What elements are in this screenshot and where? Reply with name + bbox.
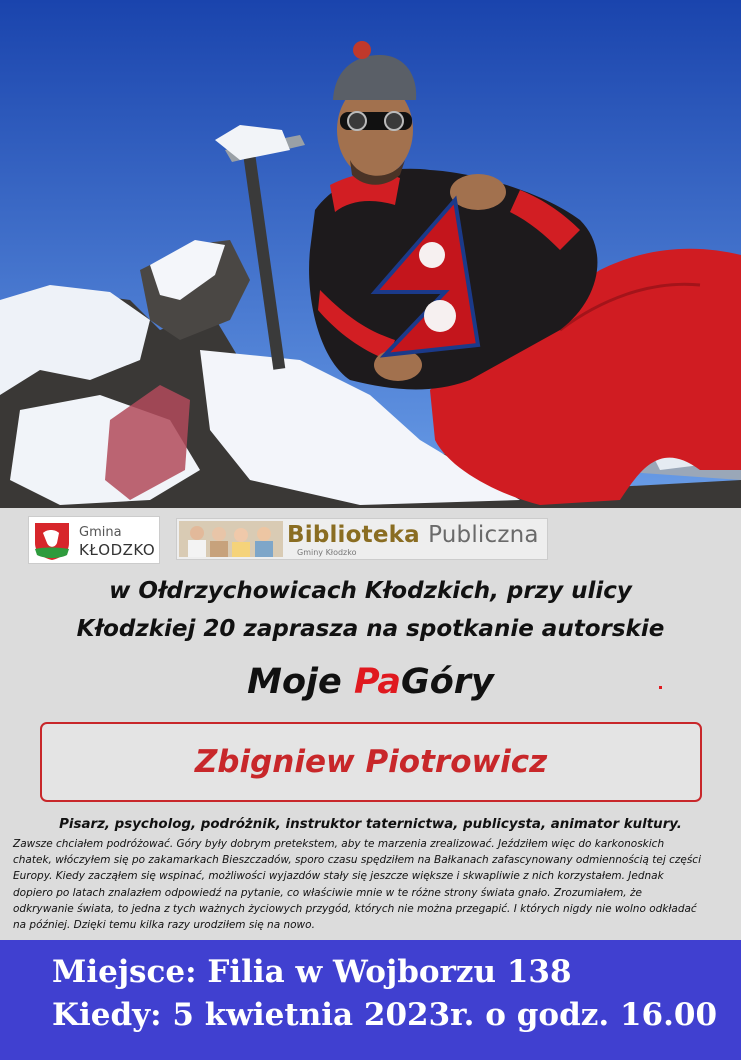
event-time: Kiedy: 5 kwietnia 2023r. o godz. 16.00 xyxy=(52,997,718,1033)
author-name-box xyxy=(40,722,702,802)
coat-of-arms-icon xyxy=(33,521,71,561)
library-word-2: Publiczna xyxy=(428,522,539,548)
invitation-line-2: Kłodzkiej 20 zaprasza na spotkanie autorskie xyxy=(76,616,665,642)
gmina-name: KŁODZKO xyxy=(79,541,156,559)
author-roles: Pisarz, psycholog, podróżnik, instruktor taternictwa, publicysta, animator kultury. xyxy=(59,817,682,832)
readers-photo-icon xyxy=(179,521,283,557)
hero-photo xyxy=(0,0,741,508)
library-title xyxy=(287,522,539,548)
decorative-dot xyxy=(659,686,662,689)
gmina-label: Gmina xyxy=(79,525,122,540)
title-accent: Pa xyxy=(353,662,401,702)
mountaineer-photo-icon xyxy=(0,0,741,508)
event-title xyxy=(0,662,741,702)
invitation-text xyxy=(0,572,741,648)
library-logo xyxy=(176,518,548,560)
event-details-footer xyxy=(0,940,741,1060)
author-bio: Zawsze chciałem podróżować. Góry były dobrym pretekstem, aby te marzenia zrealizować. Jeździłem więc do karkonoskich chatek, włóczyłem się po zakamarkach Bieszczadów, sporo czasu spędziłem na Bałkanach zafascynowany odmiennością tej części Europy. Kiedy zacząłem się wspinać, możliwości wyjazdów stały się jeszcze większe i skwapliwie z nich korzystałem. Jednak dopiero po latach znalazłem odpowiedź na pytanie, co właściwie mnie w te różne strony świata gnało. Zrozumiałem, że odkrywanie świata, to jedna z tych ważnych życiowych przygód, których nie można przegapić. I których nigdy nie wolno odkładać na później. Dzięki temu kilka razy urodziłem się na nowo. xyxy=(13,838,701,932)
invitation-line-1: w Ołdrzychowicach Kłodzkich, przy ulicy xyxy=(109,578,632,604)
event-place: Miejsce: Filia w Wojborzu 138 xyxy=(52,954,572,990)
author-name: Zbigniew Piotrowicz xyxy=(194,744,548,780)
gmina-klodzko-logo xyxy=(28,516,160,564)
library-word-1: Biblioteka xyxy=(287,522,420,548)
title-part-3: Góry xyxy=(400,662,494,702)
library-subtitle: Gminy Kłodzko xyxy=(297,548,357,557)
title-part-1: Moje xyxy=(247,662,354,702)
partner-logos xyxy=(0,514,741,564)
